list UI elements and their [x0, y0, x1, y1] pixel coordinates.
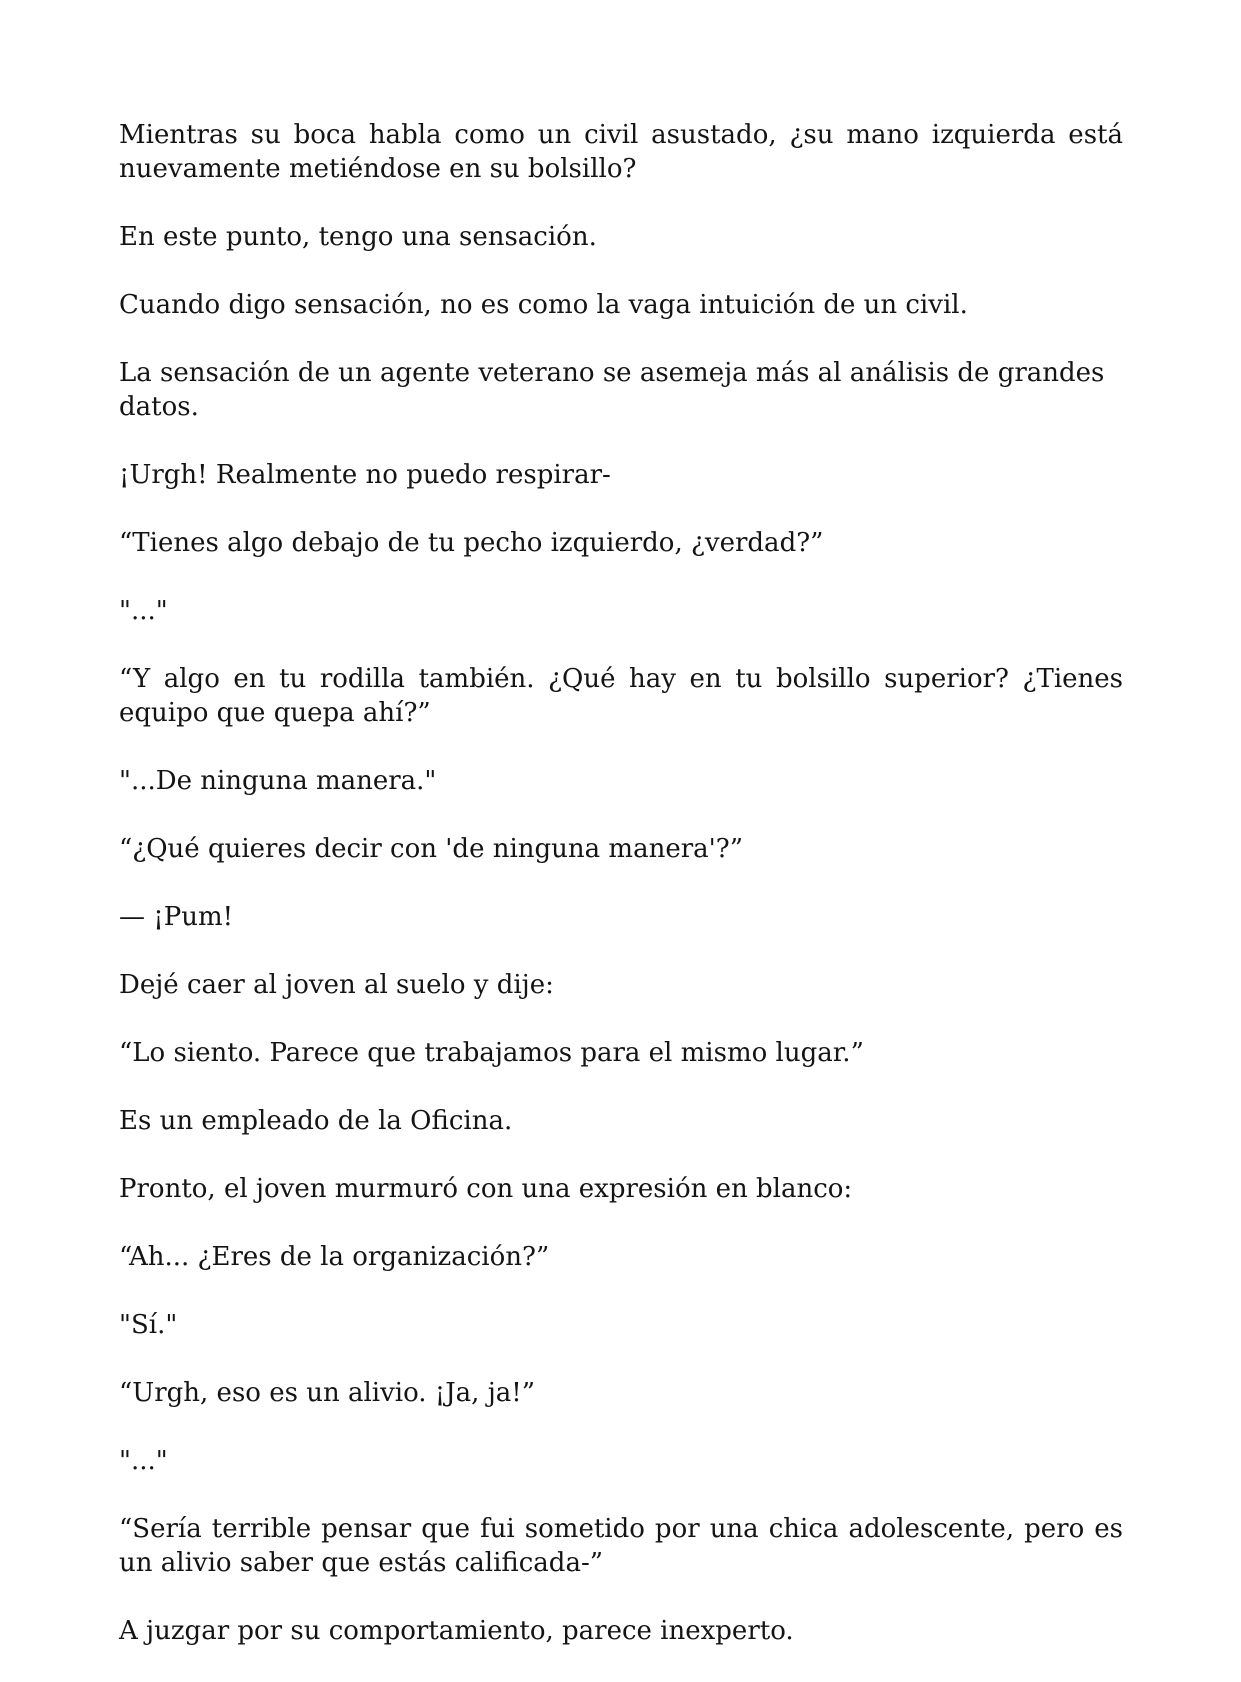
paragraph: A juzgar por su comportamiento, parece inexperto. — [119, 1616, 794, 1646]
paragraph: Es un empleado de la Oficina. — [119, 1106, 513, 1136]
paragraph: “Urgh, eso es un alivio. ¡Ja, ja!” — [119, 1378, 536, 1408]
document-body — [119, 118, 1123, 1682]
paragraph: Pronto, el joven murmuró con una expresión en blanco: — [119, 1174, 853, 1204]
paragraph: "..." — [119, 1446, 168, 1476]
paragraph: En este punto, tengo una sensación. — [119, 222, 597, 252]
paragraph: “Ah... ¿Eres de la organización?” — [119, 1242, 550, 1272]
paragraph: Mientras su boca habla como un civil asustado, ¿su mano izquierda está nuevamente metiéndose en su bolsillo? — [119, 120, 1123, 184]
paragraph: “Sería terrible pensar que fui sometido por una chica adolescente, pero es un alivio saber que estás calificada-” — [119, 1514, 1123, 1578]
paragraph: "...De ninguna manera." — [119, 766, 437, 796]
paragraph: La sensación de un agente veterano se asemeja más al análisis de grandes datos. — [119, 358, 1105, 422]
paragraph: — ¡Pum! — [119, 902, 234, 932]
paragraph: ¡Urgh! Realmente no puedo respirar- — [119, 460, 611, 490]
paragraph: “Tienes algo debajo de tu pecho izquierdo, ¿verdad?” — [119, 528, 824, 558]
paragraph: "Sí." — [119, 1310, 178, 1340]
paragraph: Dejé caer al joven al suelo y dije: — [119, 970, 554, 1000]
paragraph: Cuando digo sensación, no es como la vaga intuición de un civil. — [119, 290, 968, 320]
paragraph: “¿Qué quieres decir con 'de ninguna manera'?” — [119, 834, 744, 864]
paragraph: "..." — [119, 596, 168, 626]
paragraph: “Lo siento. Parece que trabajamos para el mismo lugar.” — [119, 1038, 864, 1068]
paragraph: “Y algo en tu rodilla también. ¿Qué hay en tu bolsillo superior? ¿Tienes equipo que quepa ahí?” — [119, 664, 1123, 728]
